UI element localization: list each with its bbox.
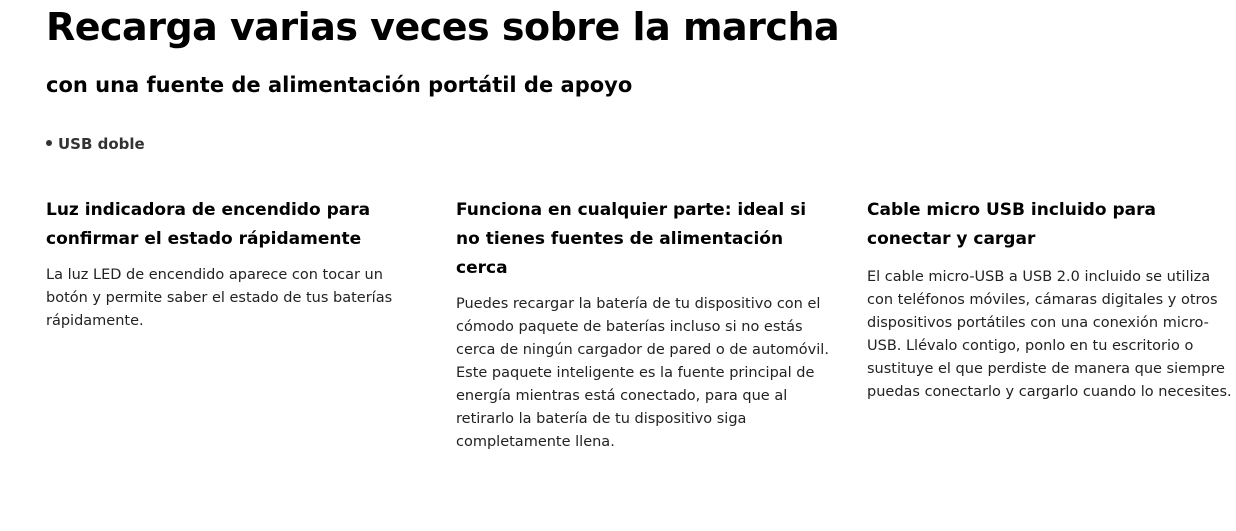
feature-body: El cable micro-USB a USB 2.0 incluido se utiliza con teléfonos móviles, cámaras digitales y otros dispositivos portátiles con una conexión micro-USB. Llévalo contigo, ponlo en tu escritorio o sustituye el que perdiste de manera que siempre puedas conectarlo y cargarlo cuando lo necesites. <box>867 269 1232 400</box>
page-title: Recarga varias veces sobre la marcha <box>46 5 840 49</box>
feature-body: La luz LED de encendido aparece con tocar un botón y permite saber el estado de tus baterías rápidamente. <box>46 267 393 329</box>
feature-body: Puedes recargar la batería de tu dispositivo con el cómodo paquete de baterías incluso si no estás cerca de ningún cargador de pared o de automóvil. Este paquete inteligente es la fuente principal de energía mientras está conectado, para que al retirarlo la batería de tu dispositivo siga completamente llena. <box>456 296 829 450</box>
feature-micro-usb-cable <box>867 196 1236 404</box>
feature-bullet-list <box>46 133 145 155</box>
feature-power-indicator <box>46 196 421 333</box>
bullet-item <box>46 133 145 155</box>
feature-heading: Funciona en cualquier parte: ideal si no tienes fuentes de alimentación cerca <box>456 200 807 278</box>
bullet-label: USB doble <box>58 135 145 153</box>
page-subtitle: con una fuente de alimentación portátil de apoyo <box>46 73 633 97</box>
feature-heading: Cable micro USB incluido para conectar y cargar <box>867 200 1156 249</box>
feature-heading: Luz indicadora de encendido para confirmar el estado rápidamente <box>46 200 371 249</box>
feature-works-anywhere <box>456 196 834 454</box>
bullet-dot-icon <box>46 140 52 146</box>
